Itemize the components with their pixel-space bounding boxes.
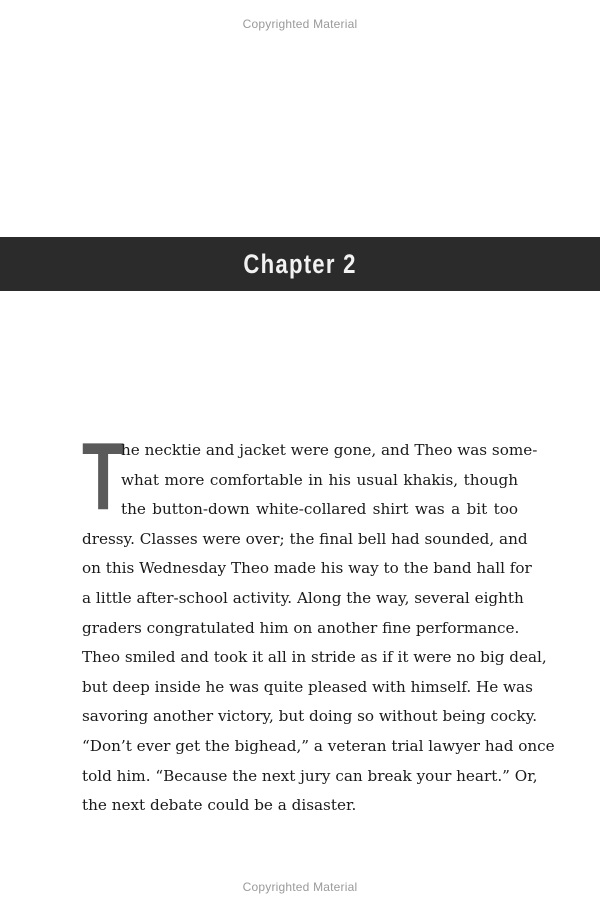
drop-cap-letter: T xyxy=(82,423,125,530)
text-line: graders congratulated him on another fine performance. xyxy=(82,618,520,637)
text-line: the next debate could be a disaster. xyxy=(82,796,357,815)
text-line: but deep inside he was quite pleased with himself. He was xyxy=(82,677,533,696)
text-line: savoring another victory, but doing so without being cocky. xyxy=(82,707,538,726)
chapter-heading-bar xyxy=(0,237,600,291)
copyright-watermark-top: Copyrighted Material xyxy=(242,17,358,31)
text-line: a little after-school activity. Along the way, several eighth xyxy=(82,588,524,607)
chapter-body-text xyxy=(82,423,555,821)
text-line: Theo smiled and took it all in stride as if it were no big deal, xyxy=(82,648,547,667)
text-line: what more comfortable in his usual khakis, though xyxy=(121,470,518,489)
text-line: “Don’t ever get the bighead,” a veteran trial lawyer had once xyxy=(82,736,555,755)
copyright-watermark-bottom: Copyrighted Material xyxy=(242,880,358,894)
text-line: told him. “Because the next jury can break your heart.” Or, xyxy=(82,766,538,785)
text-line: the button-down white-collared shirt was a bit too xyxy=(121,500,518,519)
text-line: he necktie and jacket were gone, and Theo was some- xyxy=(121,441,538,459)
text-line: dressy. Classes were over; the final bell had sounded, and xyxy=(82,529,528,548)
chapter-title: Chapter 2 xyxy=(243,248,357,279)
text-line: on this Wednesday Theo made his way to the band hall for xyxy=(82,559,532,578)
